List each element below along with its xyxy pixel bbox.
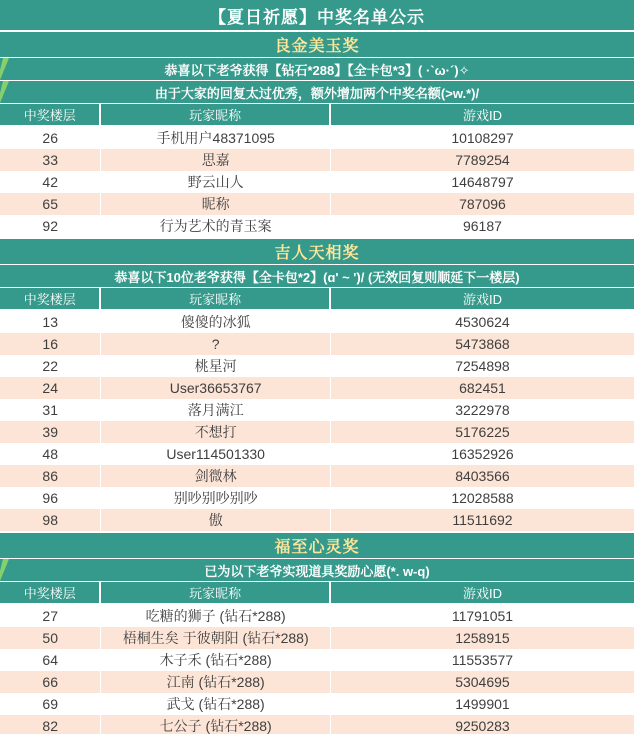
floor-cell: 98 [0,509,101,531]
nickname-cell: 梧桐生矣 于彼朝阳 (钻石*288) [101,627,331,649]
game-id-cell: 5304695 [455,674,510,690]
nickname-cell: 木子禾 (钻石*288) [101,649,331,671]
section-3-title: 福至心灵奖 [274,539,360,556]
section-1-subtitle-1 [0,58,634,80]
game-id-cell: 787096 [459,196,506,212]
table-row [0,605,634,627]
section-2-title-bar [0,239,634,264]
table-row [0,465,634,487]
nickname-cell: User36653767 [101,377,331,399]
table-row [0,443,634,465]
section-1-subtitle-2 [0,81,634,103]
column-header-game-id: 游戏ID [462,292,502,307]
game-id-cell: 8403566 [455,468,510,484]
nickname-cell: 江南 (钻石*288) [101,671,331,693]
leaf-corner-decoration [0,559,9,581]
section-2-subtitle-text: 恭喜以下10位老爷获得【全卡包*2】(ɑ' ~ ')/ (无效回复则顺延下一楼层) [114,269,520,285]
section-1-subtitle-1-text: 恭喜以下老爷获得【钻石*288】【全卡包*3】( ·`ω·´)✧ [164,62,470,78]
game-id-cell: 11791051 [451,608,514,624]
floor-cell: 24 [0,377,101,399]
nickname-cell: 思嘉 [101,149,331,171]
leaf-corner-decoration [0,81,9,103]
table-row [0,399,634,421]
floor-cell: 69 [0,693,101,715]
game-id-cell: 682451 [459,380,506,396]
game-id-cell: 3222978 [455,402,510,418]
floor-cell: 33 [0,149,101,171]
floor-cell: 42 [0,171,101,193]
column-header-nickname: 玩家昵称 [101,288,331,309]
floor-cell: 16 [0,333,101,355]
nickname-cell: 昵称 [101,193,331,215]
game-id-cell: 1258915 [455,630,510,646]
nickname-cell: 别吵别吵别吵 [101,487,331,509]
table-row [0,693,634,715]
game-id-cell: 12028588 [451,490,514,506]
table-row [0,193,634,215]
section-1-subtitle-2-text: 由于大家的回复太过优秀，额外增加两个中奖名额(>w.*)/ [154,85,480,101]
game-id-cell: 9250283 [455,718,510,734]
column-header-game-id: 游戏ID [462,108,502,123]
column-header-floor: 中奖楼层 [0,104,101,125]
section-1-table-header [0,104,634,125]
table-row [0,127,634,149]
table-row [0,487,634,509]
column-header-nickname: 玩家昵称 [101,582,331,603]
section-2-title: 吉人天相奖 [274,245,360,262]
floor-cell: 13 [0,311,101,333]
nickname-cell: 傲 [101,509,331,531]
floor-cell: 39 [0,421,101,443]
nickname-cell: User114501330 [101,443,331,465]
game-id-cell: 16352926 [451,446,514,462]
nickname-cell: 七公子 (钻石*288) [101,715,331,734]
leaf-corner-decoration [0,58,9,80]
table-row [0,509,634,531]
nickname-cell: 不想打 [101,421,331,443]
nickname-cell: 手机用户48371095 [101,127,331,149]
section-1-table-body [0,127,634,237]
game-id-cell: 4530624 [455,314,510,330]
table-row [0,149,634,171]
floor-cell: 82 [0,715,101,734]
floor-cell: 92 [0,215,101,237]
section-2-table-body [0,311,634,531]
floor-cell: 50 [0,627,101,649]
table-row [0,627,634,649]
nickname-cell: 行为艺术的青玉案 [101,215,331,237]
floor-cell: 96 [0,487,101,509]
nickname-cell: 野云山人 [101,171,331,193]
game-id-cell: 14648797 [451,174,514,190]
floor-cell: 27 [0,605,101,627]
page-title: 【夏日祈愿】中奖名单公示 [209,7,425,27]
table-row [0,333,634,355]
floor-cell: 22 [0,355,101,377]
floor-cell: 31 [0,399,101,421]
game-id-cell: 1499901 [455,696,510,712]
section-1-title-bar [0,32,634,57]
game-id-cell: 5473868 [455,336,510,352]
floor-cell: 86 [0,465,101,487]
floor-cell: 48 [0,443,101,465]
table-row [0,715,634,734]
section-1-title: 良金美玉奖 [274,38,360,55]
game-id-cell: 7254898 [455,358,510,374]
section-3-subtitle-text: 已为以下老爷实现道具奖励心愿(*. w-q) [204,563,430,579]
floor-cell: 64 [0,649,101,671]
floor-cell: 66 [0,671,101,693]
table-row [0,215,634,237]
column-header-game-id: 游戏ID [462,586,502,601]
page-title-bar [0,0,634,30]
section-3-subtitle [0,559,634,581]
column-header-nickname: 玩家昵称 [101,104,331,125]
game-id-cell: 5176225 [455,424,510,440]
section-2-subtitle [0,265,634,287]
table-row [0,311,634,333]
section-3-table-body [0,605,634,734]
game-id-cell: 11511692 [452,512,513,528]
game-id-cell: 10108297 [451,130,514,146]
nickname-cell: 剑微林 [101,465,331,487]
table-row [0,377,634,399]
floor-cell: 26 [0,127,101,149]
table-row [0,671,634,693]
table-row [0,171,634,193]
nickname-cell: 吃糖的狮子 (钻石*288) [101,605,331,627]
nickname-cell: 傻傻的冰狐 [101,311,331,333]
nickname-cell: 桃星河 [101,355,331,377]
game-id-cell: 7789254 [455,152,510,168]
section-2-table-header [0,288,634,309]
table-row [0,355,634,377]
table-row [0,649,634,671]
column-header-floor: 中奖楼层 [0,582,101,603]
floor-cell: 65 [0,193,101,215]
nickname-cell: 落月满江 [101,399,331,421]
column-header-floor: 中奖楼层 [0,288,101,309]
nickname-cell: ? [101,333,331,355]
game-id-cell: 96187 [462,218,502,234]
game-id-cell: 11553577 [451,652,514,668]
table-row [0,421,634,443]
section-3-table-header [0,582,634,603]
nickname-cell: 武戈 (钻石*288) [101,693,331,715]
section-3-title-bar [0,533,634,558]
